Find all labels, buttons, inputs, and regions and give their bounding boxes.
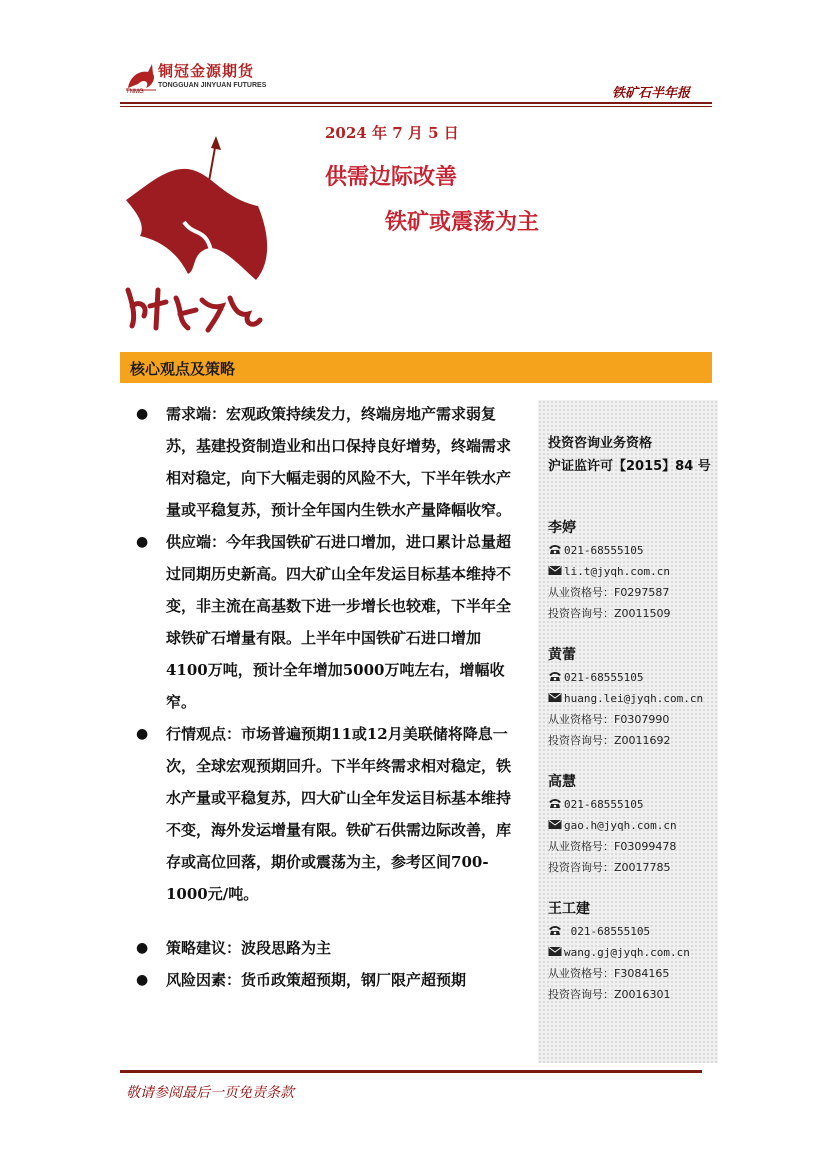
analyst-name: 李婷 (548, 520, 576, 536)
analyst-practice-no: 从业资格号：F0297587 (548, 586, 670, 599)
footer-disclaimer: 敬请参阅最后一页免责条款 (126, 1085, 294, 1101)
analyst-practice-no: 从业资格号：F0307990 (548, 713, 670, 726)
bullet-icon: ● (136, 940, 149, 956)
analyst-practice-no: 从业资格号：F3084165 (548, 967, 670, 980)
phone-icon (548, 671, 562, 682)
phone-icon (548, 925, 562, 936)
company-name-cn: 铜冠金源期货 (158, 62, 255, 80)
bullet-icon: ● (136, 406, 149, 422)
header-divider (120, 102, 712, 104)
analyst-email: li.t@jyqh.com.cn (548, 561, 718, 582)
analyst-advisory-no: 投资咨询号：Z0017785 (548, 861, 671, 874)
mail-icon (548, 692, 562, 703)
bullet-icon: ● (136, 534, 149, 550)
key-point-supply (128, 526, 522, 718)
analyst-name: 黄蕾 (548, 647, 576, 663)
key-point-demand (128, 398, 522, 526)
key-point-risk (128, 964, 522, 996)
report-date: 2024 年 7 月 5 日 (325, 124, 459, 142)
analyst-advisory-no: 投资咨询号：Z0011692 (548, 734, 671, 747)
key-point-text: 供应端：今年我国铁矿石进口增加，进口累计总量超过同期历史新高。四大矿山全年发运目标基本维持不变，非主流在高基数下进一步增长也较难，下半年全球铁矿石增量有限。上半年中国铁矿石进口增加4100万吨，预计全年增加5000万吨左右，增幅收窄。 (166, 533, 512, 711)
qualification-line1: 投资咨询业务资格 (548, 436, 653, 451)
analyst-card (548, 770, 718, 878)
mail-icon (548, 946, 562, 957)
analyst-practice-no: 从业资格号：F03099478 (548, 840, 677, 853)
qualification-line2: 沪证监许可【2015】84 号 (548, 459, 711, 474)
analyst-email: wang.gj@jyqh.com.cn (548, 942, 718, 963)
footer-divider (120, 1070, 702, 1073)
analyst-phone: 021-68555105 (548, 667, 718, 688)
key-point-strategy (128, 932, 522, 964)
analyst-phone: 021-68555105 (548, 921, 718, 942)
key-point-text: 策略建议：波段思路为主 (166, 939, 332, 957)
analyst-email: huang.lei@jyqh.com.cn (548, 688, 718, 709)
phone-icon (548, 798, 562, 809)
company-name-en: TONGGUAN JINYUAN FUTURES (158, 82, 267, 89)
analyst-name: 高慧 (548, 774, 576, 790)
analyst-phone: 021-68555105 (548, 540, 718, 561)
qualification-info (548, 432, 711, 478)
phone-icon (548, 544, 562, 555)
key-point-text: 行情观点：市场普遍预期11或12月美联储将降息一次，全球宏观预期回升。下半年终需求相对稳定，铁水产量或平稳复苏，四大矿山全年发运目标基本维持不变，海外发运增量有限。铁矿石供需边际改善，库存或高位回落，期价或震荡为主，参考区间700-1000元/吨。 (166, 725, 512, 903)
mail-icon (548, 565, 562, 576)
key-point-outlook (128, 718, 522, 910)
company-abbr: TNMG (126, 89, 144, 95)
analyst-advisory-no: 投资咨询号：Z0011509 (548, 607, 671, 620)
header-divider-thin (120, 106, 712, 107)
analyst-phone: 021-68555105 (548, 794, 718, 815)
mail-icon (548, 819, 562, 830)
section-title: 核心观点及策略 (130, 360, 236, 378)
bullet-icon: ● (136, 972, 149, 988)
bullet-icon: ● (136, 726, 149, 742)
key-points-list (128, 398, 522, 996)
analyst-card (548, 516, 718, 624)
analyst-advisory-no: 投资咨询号：Z0016301 (548, 988, 671, 1001)
report-title-line1: 供需边际改善 (325, 164, 458, 190)
key-point-text: 风险因素：货币政策超预期，钢厂限产超预期 (166, 971, 467, 989)
report-title-line2: 铁矿或震荡为主 (385, 209, 540, 235)
emblem-flag-icon (118, 130, 278, 345)
analyst-name: 王工建 (548, 901, 590, 917)
analyst-card (548, 643, 718, 751)
report-type: 铁矿石半年报 (612, 86, 691, 101)
analyst-card (548, 897, 718, 1005)
analyst-email: gao.h@jyqh.com.cn (548, 815, 718, 836)
key-point-text: 需求端：宏观政策持续发力，终端房地产需求弱复苏，基建投资制造业和出口保持良好增势，终端需求相对稳定，向下大幅走弱的风险不大，下半年铁水产量或平稳复苏，预计全年国内生铁水产量降幅收窄。 (166, 405, 512, 519)
